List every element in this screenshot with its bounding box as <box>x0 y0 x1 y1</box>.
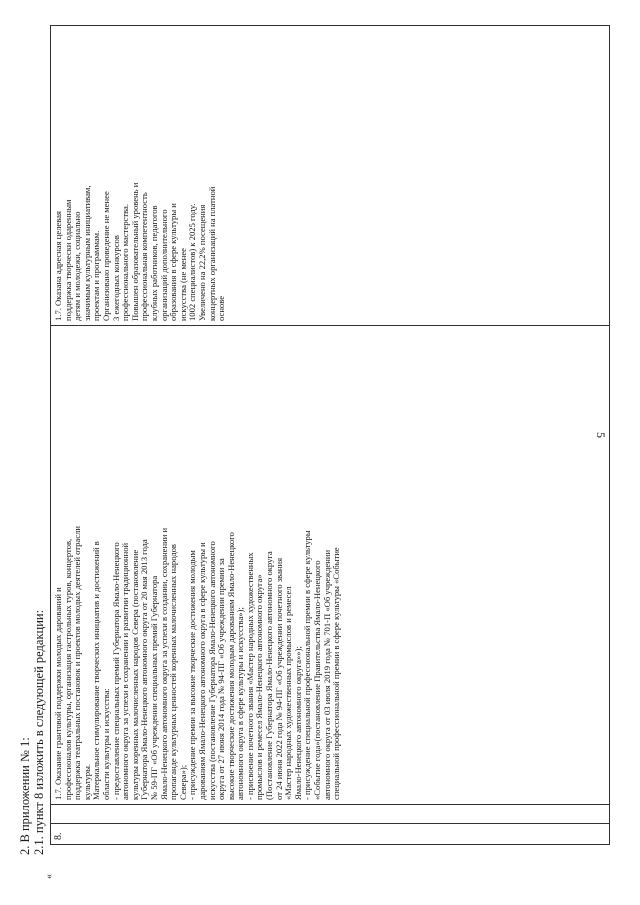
result-line: образования в сфере культуры и <box>168 203 179 321</box>
table-row <box>51 26 610 845</box>
activity-line: автономного округа за успехи в сохранении и развитии традиционной <box>120 542 131 800</box>
activity-line: (Постановление Губернатора Ямало-Ненецкого автономного округа <box>264 551 275 800</box>
result-line: 1002 специалистов) к 2025 году. <box>187 203 198 321</box>
page-number: 5 <box>594 432 608 438</box>
activity-line: области культуры и искусства: <box>100 688 111 800</box>
results-cell <box>51 26 610 326</box>
amendment-heading <box>18 610 46 855</box>
result-line: клубных работников, педагогов <box>148 205 159 321</box>
activity-line: профессионалов культуры, организация гастрольных туров, концертов, <box>62 538 73 800</box>
activity-line: Губернатора Ямало-Ненецкого автономного округа от 20 мая 2013 года <box>139 539 150 800</box>
activity-line: автономного округа в сфере культуры и искусства»); <box>235 607 246 800</box>
activity-line: 1.7. Оказание грантовой поддержки молодых дарований и <box>53 587 63 800</box>
result-line: Повышен образовательный уровень и <box>129 182 140 321</box>
activities-cell <box>51 326 610 805</box>
results-text <box>54 30 227 321</box>
activity-line: от 24 июня 2022 года № 94-ПГ «Об учреждении почетного звания <box>273 557 284 800</box>
result-line: организаций дополнительного <box>158 209 169 321</box>
activity-line: - предоставление специальных премий Губернатора Ямало-Ненецкого <box>110 542 121 800</box>
rotated-page-content <box>10 17 630 887</box>
heading-line-1: 2. В приложении № 1: <box>18 737 32 855</box>
result-line: концертных организаций на платной <box>206 186 217 321</box>
result-line: основе <box>216 295 227 321</box>
activity-line: Ямало-Ненецкого автономного округа за успехи в создании, сохранении и <box>158 527 169 800</box>
opening-quote-mark: « <box>44 874 55 879</box>
empty-cell <box>51 805 610 824</box>
activity-line: автономного округа от 03 июля 2019 года № 701-П «Об учреждении <box>321 549 332 800</box>
activity-line: культуры. <box>81 763 92 800</box>
activity-line: - присвоение почетного звания «Мастер народных художественных <box>244 552 255 800</box>
result-line: 3 ежегодных конкурсов <box>110 235 121 321</box>
activity-line: Материальное стимулирование творческих инициатив и достижений в <box>91 541 102 800</box>
activity-line: высокие творческие достижения молодым дарованиям Ямало-Ненецкого <box>225 532 236 800</box>
activity-line: культуры коренных малочисленных народов Севера (постановление <box>129 549 140 800</box>
activity-line: специальной профессиональной премии в сфере культуры «Событие <box>331 547 342 800</box>
activity-line: Севера»); <box>177 764 188 800</box>
activities-text <box>54 330 342 800</box>
activity-line: поддержка театральных постановок и проектов молодых деятелей отрасли <box>72 526 83 800</box>
row-number-cell: 8. <box>51 824 610 845</box>
activity-line: - присуждение специальной профессиональной премии в сфере культуры <box>302 530 313 800</box>
activity-line: пропаганде культурных ценностей коренных малочисленных народов <box>168 544 179 800</box>
result-line: Организовано проведение не менее <box>100 191 111 321</box>
activity-line: дарованиям Ямало-Ненецкого автономного округа в сфере культуры и <box>196 542 207 800</box>
activity-line: - присуждение премии за высокие творческие достижения молодым <box>187 550 198 800</box>
result-line: профессиональная компетентность <box>139 192 150 321</box>
result-line: искусства (не менее <box>177 248 188 321</box>
activity-line: № 59-ПГ «Об учреждении специальных премий Губернатора <box>148 575 159 800</box>
program-table <box>50 25 610 845</box>
activity-line: промыслов и ремесел Ямало-Ненецкого автономного округа» <box>254 574 265 800</box>
result-line: 1.7. Оказана адресная целевая <box>53 211 63 321</box>
activity-line: «Событие года»(постановление Правительства Ямало-Ненецкого <box>312 560 323 800</box>
result-line: профессионального мастерства. <box>120 203 131 321</box>
result-line: Увеличено на 22,2% посещения <box>196 204 207 321</box>
activity-line: Ямало-Ненецкого автономного округа»»); <box>292 646 303 800</box>
result-line: детям и молодежи, социально <box>72 211 83 321</box>
result-line: значимым культурным инициативам, <box>81 185 92 321</box>
activity-line: округа от 27 июня 2014 года № 94-ПГ «Об учреждении премии за <box>216 558 227 800</box>
result-line: проектам и программам. <box>91 230 102 321</box>
activity-line: «Мастер народных художественных промыслов и ремесел <box>283 586 294 800</box>
heading-line-2: 2.1. пункт 8 изложить в следующей редакции: <box>32 609 46 855</box>
result-line: поддержка творчески одаренным <box>62 199 73 321</box>
activity-line: искусства (постановление Губернатора Ямало-Ненецкого автономного <box>206 541 217 800</box>
